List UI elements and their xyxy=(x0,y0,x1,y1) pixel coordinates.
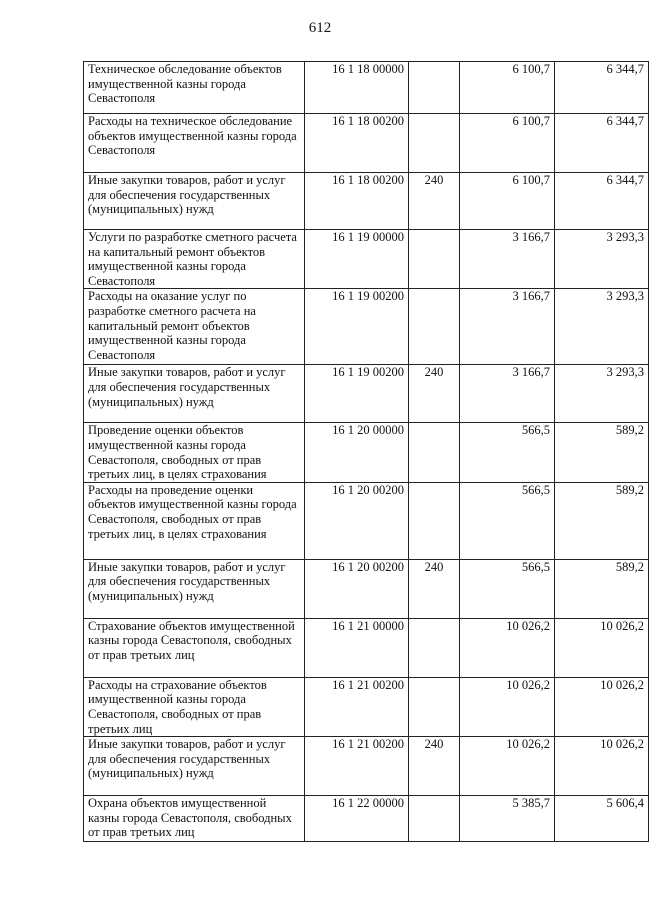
target-code-cell: 16 1 21 00000 xyxy=(305,618,409,677)
expense-name-cell: Иные закупки товаров, работ и услуг для обеспечения государственных (муниципальных) нужд xyxy=(84,173,305,230)
expense-name-cell: Иные закупки товаров, работ и услуг для обеспечения государственных (муниципальных) нужд xyxy=(84,737,305,796)
table-row xyxy=(84,114,649,173)
amount-year2-cell: 6 344,7 xyxy=(555,114,649,173)
table-row xyxy=(84,482,649,559)
page-number: 612 xyxy=(308,20,332,36)
table-row xyxy=(84,173,649,230)
expense-type-cell xyxy=(409,62,460,114)
expense-name-cell: Техническое обследование объектов имущественной казны города Севастополя xyxy=(84,62,305,114)
amount-year2-cell: 589,2 xyxy=(555,423,649,482)
amount-year1-cell: 6 100,7 xyxy=(460,62,555,114)
amount-year1-cell: 3 166,7 xyxy=(460,365,555,423)
amount-year1-cell: 10 026,2 xyxy=(460,677,555,736)
expense-name-cell: Охрана объектов имущественной казны города Севастополя, свободных от прав третьих лиц xyxy=(84,796,305,842)
amount-year2-cell: 3 293,3 xyxy=(555,365,649,423)
amount-year2-cell: 6 344,7 xyxy=(555,62,649,114)
amount-year1-cell: 6 100,7 xyxy=(460,173,555,230)
amount-year2-cell: 3 293,3 xyxy=(555,289,649,365)
target-code-cell: 16 1 19 00200 xyxy=(305,289,409,365)
table-row xyxy=(84,423,649,482)
target-code-cell: 16 1 18 00200 xyxy=(305,173,409,230)
table-row xyxy=(84,230,649,289)
amount-year2-cell: 10 026,2 xyxy=(555,677,649,736)
expense-name-cell: Проведение оценки объектов имущественной казны города Севастополя, свободных от прав третьих лиц, в целях страхования xyxy=(84,423,305,482)
target-code-cell: 16 1 18 00000 xyxy=(305,62,409,114)
amount-year2-cell: 589,2 xyxy=(555,482,649,559)
target-code-cell: 16 1 18 00200 xyxy=(305,114,409,173)
expense-type-cell xyxy=(409,796,460,842)
expense-type-cell: 240 xyxy=(409,559,460,618)
amount-year1-cell: 3 166,7 xyxy=(460,289,555,365)
budget-table-body xyxy=(84,62,649,842)
expense-name-cell: Расходы на страхование объектов имущественной казны города Севастополя, свободных от прав третьих лиц xyxy=(84,677,305,736)
expense-name-cell: Расходы на техническое обследование объектов имущественной казны города Севастополя xyxy=(84,114,305,173)
table-row xyxy=(84,796,649,842)
table-row xyxy=(84,677,649,736)
amount-year1-cell: 566,5 xyxy=(460,423,555,482)
table-row xyxy=(84,737,649,796)
amount-year1-cell: 5 385,7 xyxy=(460,796,555,842)
expense-type-cell: 240 xyxy=(409,173,460,230)
amount-year1-cell: 10 026,2 xyxy=(460,618,555,677)
amount-year2-cell: 10 026,2 xyxy=(555,618,649,677)
target-code-cell: 16 1 19 00000 xyxy=(305,230,409,289)
amount-year1-cell: 566,5 xyxy=(460,482,555,559)
amount-year2-cell: 3 293,3 xyxy=(555,230,649,289)
expense-type-cell xyxy=(409,482,460,559)
table-row xyxy=(84,365,649,423)
table-row xyxy=(84,618,649,677)
expense-type-cell: 240 xyxy=(409,737,460,796)
target-code-cell: 16 1 22 00000 xyxy=(305,796,409,842)
target-code-cell: 16 1 21 00200 xyxy=(305,677,409,736)
expense-name-cell: Страхование объектов имущественной казны города Севастополя, свободных от прав третьих лиц xyxy=(84,618,305,677)
expense-type-cell xyxy=(409,677,460,736)
table-row xyxy=(84,289,649,365)
expense-type-cell xyxy=(409,618,460,677)
expense-type-cell xyxy=(409,230,460,289)
expense-name-cell: Иные закупки товаров, работ и услуг для обеспечения государственных (муниципальных) нужд xyxy=(84,365,305,423)
expense-name-cell: Расходы на оказание услуг по разработке сметного расчета на капитальный ремонт объектов имущественной казны города Севастополя xyxy=(84,289,305,365)
target-code-cell: 16 1 20 00200 xyxy=(305,559,409,618)
expense-type-cell xyxy=(409,423,460,482)
target-code-cell: 16 1 20 00200 xyxy=(305,482,409,559)
amount-year1-cell: 6 100,7 xyxy=(460,114,555,173)
expense-type-cell xyxy=(409,289,460,365)
amount-year2-cell: 589,2 xyxy=(555,559,649,618)
amount-year2-cell: 5 606,4 xyxy=(555,796,649,842)
amount-year2-cell: 10 026,2 xyxy=(555,737,649,796)
amount-year2-cell: 6 344,7 xyxy=(555,173,649,230)
target-code-cell: 16 1 20 00000 xyxy=(305,423,409,482)
expense-name-cell: Расходы на проведение оценки объектов имущественной казны города Севастополя, свободных от прав третьих лиц, в целях страхования xyxy=(84,482,305,559)
expense-name-cell: Иные закупки товаров, работ и услуг для обеспечения государственных (муниципальных) нужд xyxy=(84,559,305,618)
target-code-cell: 16 1 19 00200 xyxy=(305,365,409,423)
amount-year1-cell: 3 166,7 xyxy=(460,230,555,289)
expense-name-cell: Услуги по разработке сметного расчета на капитальный ремонт объектов имущественной казны города Севастополя xyxy=(84,230,305,289)
budget-table xyxy=(83,61,649,842)
table-row xyxy=(84,62,649,114)
expense-type-cell xyxy=(409,114,460,173)
expense-type-cell: 240 xyxy=(409,365,460,423)
amount-year1-cell: 566,5 xyxy=(460,559,555,618)
amount-year1-cell: 10 026,2 xyxy=(460,737,555,796)
target-code-cell: 16 1 21 00200 xyxy=(305,737,409,796)
table-row xyxy=(84,559,649,618)
